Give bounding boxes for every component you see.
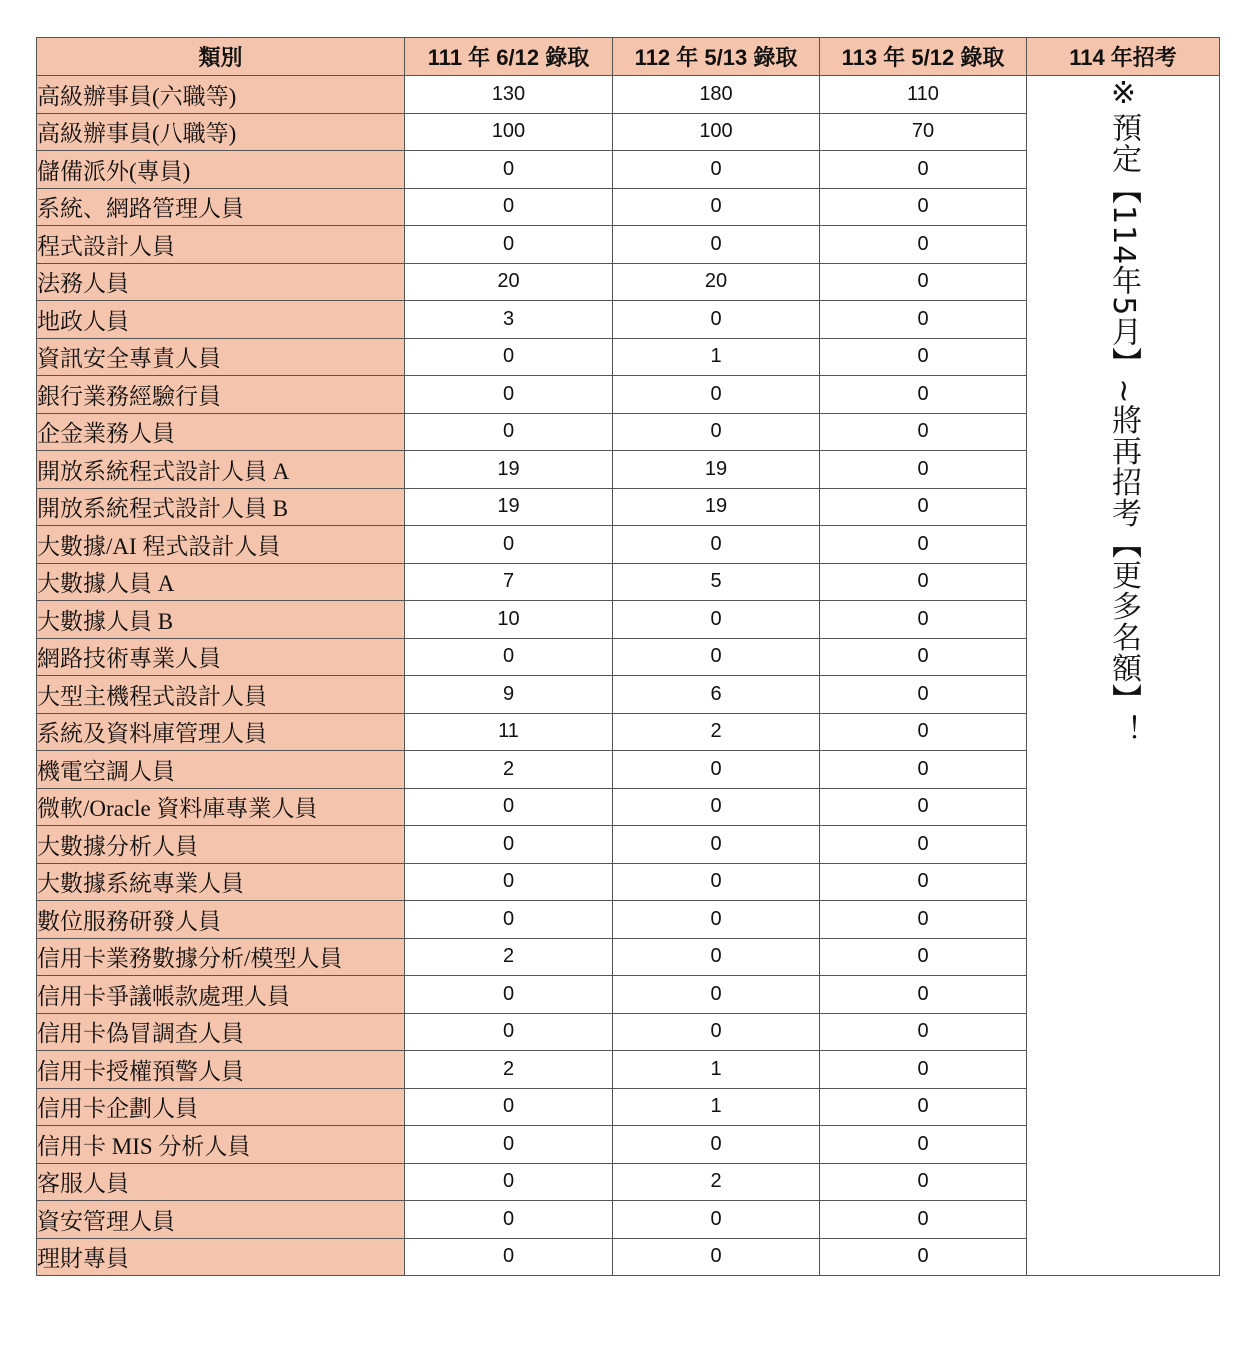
count-113-cell: 0 — [820, 526, 1027, 564]
count-111-cell: 0 — [405, 188, 613, 226]
header-111: 111 年 6/12 錄取 — [405, 38, 613, 76]
count-112-cell: 0 — [613, 863, 820, 901]
count-113-cell: 0 — [820, 976, 1027, 1014]
count-112-cell: 0 — [613, 976, 820, 1014]
count-113-cell: 0 — [820, 938, 1027, 976]
count-113-cell: 0 — [820, 601, 1027, 639]
count-113-cell: 0 — [820, 151, 1027, 189]
count-112-cell: 0 — [613, 788, 820, 826]
count-111-cell: 0 — [405, 976, 613, 1014]
count-111-cell: 11 — [405, 713, 613, 751]
count-112-cell: 1 — [613, 338, 820, 376]
count-112-cell: 100 — [613, 113, 820, 151]
count-111-cell: 9 — [405, 676, 613, 714]
count-112-cell: 0 — [613, 901, 820, 939]
category-cell: 大型主機程式設計人員 — [37, 676, 405, 714]
count-113-cell: 0 — [820, 301, 1027, 339]
category-cell: 開放系統程式設計人員 A — [37, 451, 405, 489]
count-111-cell: 19 — [405, 488, 613, 526]
count-112-cell: 0 — [613, 1013, 820, 1051]
count-112-cell: 0 — [613, 938, 820, 976]
table-header — [37, 38, 1220, 76]
count-112-cell: 0 — [613, 151, 820, 189]
category-cell: 理財專員 — [37, 1238, 405, 1276]
category-cell: 信用卡業務數據分析/模型人員 — [37, 938, 405, 976]
table-body — [37, 76, 1220, 1276]
category-cell: 資訊安全專責人員 — [37, 338, 405, 376]
count-111-cell: 0 — [405, 526, 613, 564]
category-cell: 信用卡偽冒調查人員 — [37, 1013, 405, 1051]
count-112-cell: 19 — [613, 488, 820, 526]
count-113-cell: 110 — [820, 76, 1027, 114]
count-112-cell: 0 — [613, 751, 820, 789]
count-113-cell: 0 — [820, 863, 1027, 901]
table-row — [37, 76, 1220, 114]
category-cell: 信用卡 MIS 分析人員 — [37, 1126, 405, 1164]
count-111-cell: 0 — [405, 826, 613, 864]
count-113-cell: 0 — [820, 563, 1027, 601]
note-114-text: ※預定【114年5月】~將再招考【更多名額】！ — [1106, 76, 1141, 746]
count-111-cell: 0 — [405, 413, 613, 451]
count-111-cell: 2 — [405, 938, 613, 976]
category-cell: 信用卡授權預警人員 — [37, 1051, 405, 1089]
category-cell: 數位服務研發人員 — [37, 901, 405, 939]
count-112-cell: 0 — [613, 413, 820, 451]
count-113-cell: 0 — [820, 1238, 1027, 1276]
count-112-cell: 0 — [613, 1201, 820, 1239]
count-112-cell: 0 — [613, 188, 820, 226]
count-112-cell: 0 — [613, 226, 820, 264]
count-111-cell: 0 — [405, 1126, 613, 1164]
count-112-cell: 0 — [613, 826, 820, 864]
category-cell: 客服人員 — [37, 1163, 405, 1201]
category-cell: 儲備派外(專員) — [37, 151, 405, 189]
category-cell: 網路技術專業人員 — [37, 638, 405, 676]
category-cell: 信用卡爭議帳款處理人員 — [37, 976, 405, 1014]
count-112-cell: 6 — [613, 676, 820, 714]
count-113-cell: 0 — [820, 338, 1027, 376]
admission-table — [36, 37, 1220, 1276]
count-112-cell: 0 — [613, 601, 820, 639]
count-111-cell: 0 — [405, 1238, 613, 1276]
count-112-cell: 180 — [613, 76, 820, 114]
category-cell: 大數據系統專業人員 — [37, 863, 405, 901]
category-cell: 資安管理人員 — [37, 1201, 405, 1239]
count-111-cell: 10 — [405, 601, 613, 639]
count-111-cell: 0 — [405, 1201, 613, 1239]
count-112-cell: 1 — [613, 1051, 820, 1089]
count-111-cell: 0 — [405, 901, 613, 939]
header-row — [37, 38, 1220, 76]
count-111-cell: 0 — [405, 788, 613, 826]
count-111-cell: 0 — [405, 338, 613, 376]
count-113-cell: 0 — [820, 376, 1027, 414]
count-112-cell: 20 — [613, 263, 820, 301]
count-111-cell: 20 — [405, 263, 613, 301]
count-112-cell: 1 — [613, 1088, 820, 1126]
count-112-cell: 19 — [613, 451, 820, 489]
category-cell: 大數據分析人員 — [37, 826, 405, 864]
header-114: 114 年招考 — [1027, 38, 1220, 76]
count-112-cell: 2 — [613, 1163, 820, 1201]
count-111-cell: 3 — [405, 301, 613, 339]
count-111-cell: 7 — [405, 563, 613, 601]
count-112-cell: 0 — [613, 1126, 820, 1164]
count-113-cell: 70 — [820, 113, 1027, 151]
category-cell: 微軟/Oracle 資料庫專業人員 — [37, 788, 405, 826]
count-113-cell: 0 — [820, 788, 1027, 826]
count-113-cell: 0 — [820, 1013, 1027, 1051]
count-111-cell: 0 — [405, 226, 613, 264]
count-113-cell: 0 — [820, 1088, 1027, 1126]
category-cell: 大數據人員 B — [37, 601, 405, 639]
header-category: 類別 — [37, 38, 405, 76]
category-cell: 程式設計人員 — [37, 226, 405, 264]
count-113-cell: 0 — [820, 1201, 1027, 1239]
count-112-cell: 0 — [613, 301, 820, 339]
count-111-cell: 19 — [405, 451, 613, 489]
count-111-cell: 100 — [405, 113, 613, 151]
count-111-cell: 2 — [405, 1051, 613, 1089]
count-111-cell: 130 — [405, 76, 613, 114]
count-113-cell: 0 — [820, 638, 1027, 676]
category-cell: 高級辦事員(六職等) — [37, 76, 405, 114]
count-113-cell: 0 — [820, 188, 1027, 226]
category-cell: 銀行業務經驗行員 — [37, 376, 405, 414]
category-cell: 大數據/AI 程式設計人員 — [37, 526, 405, 564]
count-113-cell: 0 — [820, 413, 1027, 451]
count-112-cell: 0 — [613, 638, 820, 676]
count-113-cell: 0 — [820, 901, 1027, 939]
count-111-cell: 0 — [405, 1013, 613, 1051]
count-112-cell: 0 — [613, 376, 820, 414]
count-112-cell: 0 — [613, 526, 820, 564]
category-cell: 大數據人員 A — [37, 563, 405, 601]
count-112-cell: 2 — [613, 713, 820, 751]
count-111-cell: 2 — [405, 751, 613, 789]
count-111-cell: 0 — [405, 1163, 613, 1201]
category-cell: 高級辦事員(八職等) — [37, 113, 405, 151]
count-111-cell: 0 — [405, 151, 613, 189]
count-113-cell: 0 — [820, 1051, 1027, 1089]
category-cell: 地政人員 — [37, 301, 405, 339]
category-cell: 法務人員 — [37, 263, 405, 301]
category-cell: 機電空調人員 — [37, 751, 405, 789]
count-113-cell: 0 — [820, 488, 1027, 526]
count-113-cell: 0 — [820, 1163, 1027, 1201]
count-112-cell: 5 — [613, 563, 820, 601]
count-113-cell: 0 — [820, 713, 1027, 751]
category-cell: 系統、網路管理人員 — [37, 188, 405, 226]
count-113-cell: 0 — [820, 1126, 1027, 1164]
count-111-cell: 0 — [405, 863, 613, 901]
category-cell: 信用卡企劃人員 — [37, 1088, 405, 1126]
count-113-cell: 0 — [820, 826, 1027, 864]
count-111-cell: 0 — [405, 1088, 613, 1126]
header-113: 113 年 5/12 錄取 — [820, 38, 1027, 76]
count-113-cell: 0 — [820, 263, 1027, 301]
count-111-cell: 0 — [405, 376, 613, 414]
category-cell: 系統及資料庫管理人員 — [37, 713, 405, 751]
category-cell: 企金業務人員 — [37, 413, 405, 451]
category-cell: 開放系統程式設計人員 B — [37, 488, 405, 526]
count-113-cell: 0 — [820, 676, 1027, 714]
count-113-cell: 0 — [820, 226, 1027, 264]
count-113-cell: 0 — [820, 751, 1027, 789]
count-112-cell: 0 — [613, 1238, 820, 1276]
note-114-cell — [1027, 76, 1220, 1276]
count-113-cell: 0 — [820, 451, 1027, 489]
count-111-cell: 0 — [405, 638, 613, 676]
header-112: 112 年 5/13 錄取 — [613, 38, 820, 76]
